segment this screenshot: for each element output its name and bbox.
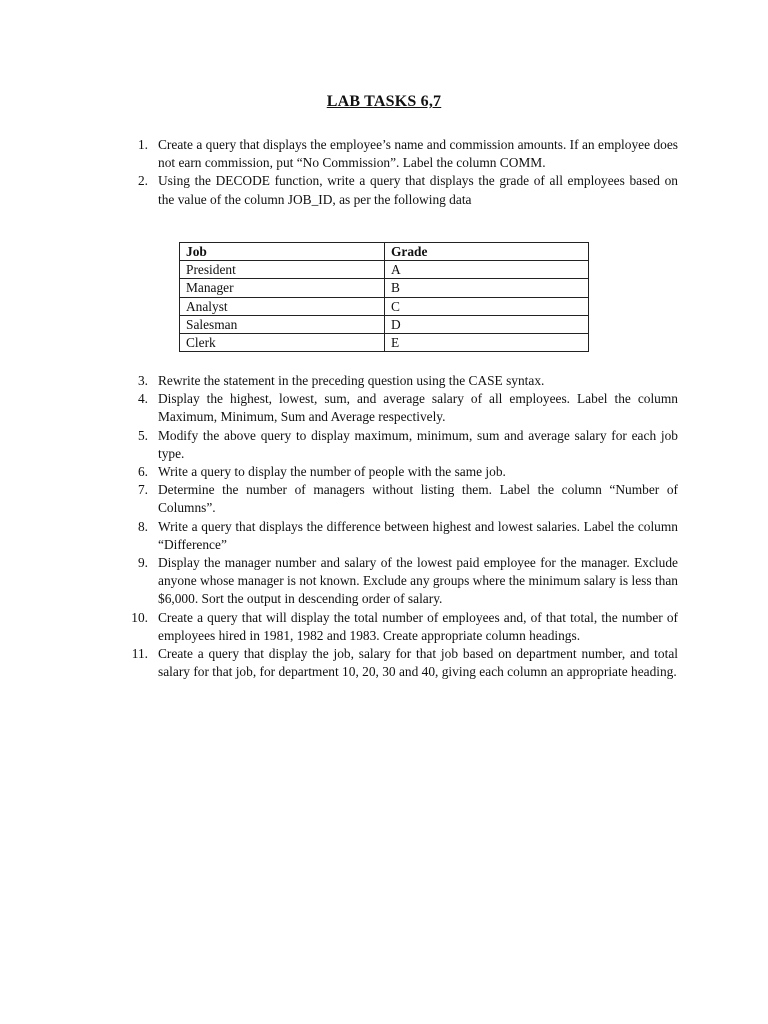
task-number: 1. [137,137,148,152]
table-row [180,261,589,279]
grade-cell: E [385,333,589,351]
job-cell: President [180,261,385,279]
task-text: Modify the above query to display maximum, minimum, sum and average salary for each job type. [158,427,678,461]
task-item-1 [0,136,678,172]
task-text: Determine the number of managers without listing them. Label the column “Number of Columns”. [158,482,678,516]
task-text: Create a query that will display the total number of employees and, of that total, the number of employees hired in 1981, 1982 and 1983. Create appropriate column headings. [158,609,678,643]
table-row [180,279,589,297]
grade-table [179,242,589,352]
task-text: Rewrite the statement in the preceding question using the CASE syntax. [158,373,545,388]
task-item-11 [0,645,678,681]
task-item-9 [0,554,678,609]
column-header-grade: Grade [385,243,589,261]
task-item-7 [0,481,678,517]
task-number: 4. [137,391,148,407]
task-text: Display the highest, lowest, sum, and average salary of all employees. Label the column Maximum, Minimum, Sum and Average respectively. [158,391,678,425]
job-cell: Salesman [180,315,385,333]
task-text: Display the manager number and salary of the lowest paid employee for the manager. Exclude anyone whose manager is not known. Exclude any groups where the minimum salary is less than $6,000. Sort the output in descending order of salary. [158,555,678,607]
table-row [180,297,589,315]
job-cell: Clerk [180,333,385,351]
task-item-8 [0,518,678,554]
task-item-5 [0,427,678,463]
task-list-part1 [0,136,768,209]
grade-cell: B [385,279,589,297]
task-text: Using the DECODE function, write a query that displays the grade of all employees based on the value of the column JOB_ID, as per the following data [158,173,678,207]
task-number: 8. [137,518,148,534]
task-text: Write a query to display the number of people with the same job. [158,464,506,480]
table-row [180,315,589,333]
task-number: 11. [131,646,148,662]
task-text: Write a query that displays the difference between highest and lowest salaries. Label the column “Difference” [158,518,678,552]
task-number: 5. [137,427,148,443]
task-text: Create a query that display the job, salary for that job based on department number, and total salary for that job, for department 10, 20, 30 and 40, giving each column an appropriate heading. [158,646,678,680]
task-number: 10. [131,609,148,625]
table-header-row [180,243,589,261]
task-item-3 [0,372,678,390]
table-row [180,333,589,351]
grade-cell: A [385,261,589,279]
task-number: 2. [137,173,148,189]
page-title: LAB TASKS 6,7 [326,93,442,110]
task-item-4 [0,390,678,426]
job-cell: Manager [180,279,385,297]
task-number: 3. [137,373,148,388]
task-item-6 [0,463,678,481]
column-header-job: Job [180,243,385,261]
task-text: Create a query that displays the employee’s name and commission amounts. If an employee does not earn commission, put “No Commission”. Label the column COMM. [158,137,678,171]
task-number: 7. [137,482,148,498]
task-number: 6. [137,464,148,480]
task-number: 9. [137,555,148,571]
job-cell: Analyst [180,297,385,315]
grade-cell: D [385,315,589,333]
task-list-part2 [0,372,768,681]
task-item-2 [0,172,678,208]
grade-cell: C [385,297,589,315]
task-item-10 [0,609,678,645]
